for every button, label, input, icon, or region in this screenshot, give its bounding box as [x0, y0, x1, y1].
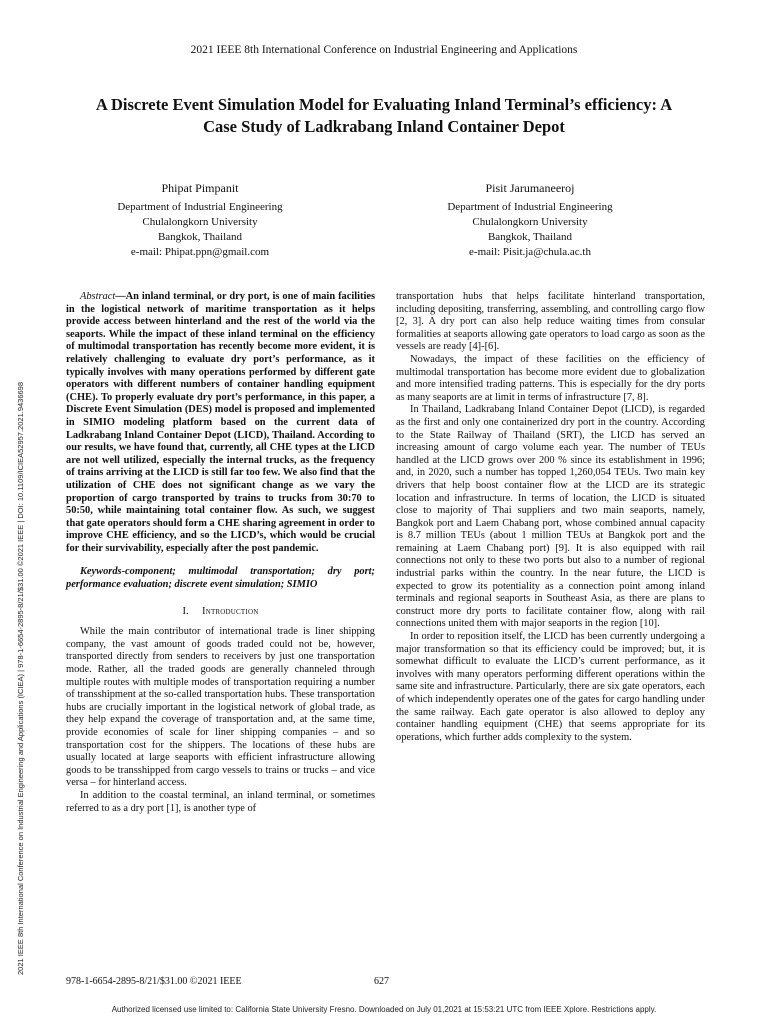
- author-block-2: [380, 181, 680, 260]
- author-name: Pisit Jarumaneeroj: [485, 181, 575, 195]
- author-block-1: [50, 181, 350, 260]
- author-email: e-mail: Phipat.ppn@gmail.com: [130, 246, 270, 258]
- section-number: I.: [182, 605, 189, 617]
- section-heading: [66, 606, 375, 619]
- author-department: Department of Industrial Engineering: [447, 201, 613, 213]
- author-department: Department of Industrial Engineering: [117, 201, 283, 213]
- paper-title-line-2: Case Study of Ladkrabang Inland Container Depot: [203, 117, 565, 136]
- author-location: Bangkok, Thailand: [487, 231, 573, 243]
- author-university: Chulalongkorn University: [472, 216, 588, 228]
- abstract-label: Abstract: [80, 291, 116, 302]
- body-paragraph: transportation hubs that helps facilitate hinterland transportation, including depositing, transferring, assembling, and controlling cargo flow [2, 3]. A dry port can also help reduce waiting times from consular formalities at seaports allowing gate operators to load cargo as soon as the vessels are ready [4]-[6].: [396, 291, 705, 353]
- abstract-text: —An inland terminal, or dry port, is one of main facilities in the logistical network of maritime transportation as it helps provide access between hinterland and the rest of the world via the seaports. While the impact of these inland terminal on the efficiency of multimodal transportation has recently become more evident, it is relatively challenging to evaluate dry port’s performance, as it typically involves with many operations performed by different gate operators with different numbers of container handling equipment (CHE). To properly evaluate dry port’s performance, in this paper, a Discrete Event Simulation (DES) model is proposed and implemented in SIMIO modeling platform based on the current data of Ladkrabang Inland Container Depot (LICD), Thailand. According to our results, we have found that, currently, all CHE types at the LICD are not well utilized, especially the internal trucks, as the frequency of trains arriving at the LICD is still far too few. We also find that the utilization of CHE does not significant change as we vary the proportion of cargo transported by trains to trucks from 30:70 to 50:50, while maintaining total container flow. As such, we suggest that gate operators should form a CHE sharing agreement in order to improve CHE efficiency, and so the LICD’s, which would be crucial for their survivability, especially after the post pandemic.: [66, 291, 375, 554]
- author-university: Chulalongkorn University: [142, 216, 258, 228]
- footer-isbn: 978-1-6654-2895-8/21/$31.00 ©2021 IEEE: [66, 976, 242, 987]
- body-paragraph: In Thailand, Ladkrabang Inland Container Depot (LICD), is regarded as the first and only one containerized dry port in the country. According to the State Railway of Thailand (SRT), the LICD has served an increasing amount of cargo volume each year. The number of TEUs handled at the LICD grows over 200 % since its establishment in 1996; and, in 2020, such a number has topped 1,260,054 TEUs. Two main key drivers that help boost container flow at the LICD are its strategic location and infrastructure. In terms of location, the LICD is situated close to majority of Thai suppliers and two main seaports, namely, Bangkok port and Laem Chabang port, whose combined annual capacity is 8.7 million TEUs (about 1 million TEUs at Bangkok port and the remaining at Laem Chabang port) [9]. It is also equipped with rail connections not only to these two ports but also to a number of regional industrial parks within the country. In the near future, the LICD is expected to grow its potentiality as a connection point among inland terminals and regional seaports in Southeast Asia, as there are plans to construct more dry ports to facilitate container flow, along with rail connections united them with major seaports in the region [10].: [396, 404, 705, 630]
- section-title: Introduction: [201, 605, 259, 617]
- license-notice: Authorized licensed use limited to: California State University Fresno. Downloaded on July 01,2021 at 15:53:21 UTC from IEEE Xplore. Restrictions apply.: [111, 1005, 657, 1014]
- page-number: 627: [374, 976, 389, 987]
- body-paragraph: Nowadays, the impact of these facilities on the efficiency of multimodal transportation has become more evident due to globalization and more intensified trading patterns. This is especially for the dry ports as many seaports are at limit in terms of infrastructure [7, 8].: [396, 353, 705, 403]
- left-column: [66, 291, 375, 815]
- right-column: [396, 291, 705, 744]
- doi-sidebar-text: 2021 IEEE 8th International Conference on Industrial Engineering and Applications (ICIEA) | 978-1-6654-2895-8/21/$31.00 ©2021 IEEE | DOI: 10.1109/ICIEA52957.2021.9436698: [16, 381, 25, 975]
- paper-title-line-1: A Discrete Event Simulation Model for Evaluating Inland Terminal’s efficiency: A: [95, 95, 673, 114]
- body-paragraph: While the main contributor of international trade is liner shipping company, the vast amount of goods traded could not be, however, transported directly from senders to receivers by just one transportation mode. Rather, all the traded goods are generally channeled through multiple routes with multiple modes of transportation requiring a number of transshipment at the so-called transportation hubs. These transportation hubs are crucially important in the logistical network of global trade, as they help expand the coverage of transportation and, at the same time, provide economies of scale for liner shipping companies – and so transportation cost for the shippers. The locations of these hubs are usually located at large seaports with efficient infrastructure allowing goods to be transshipped from cargo vessels to trains or trucks – and vice versa – for hinterland access.: [66, 626, 375, 789]
- body-paragraph: In order to reposition itself, the LICD has been currently undergoing a major transformation so that its efficiency could be improved; but, it is somewhat difficult to evaluate the LICD’s current performance, as it involves with many operators performing different operations within the same site and infrastructure. Particularly, there are six gate operators, each of which independently operates one of the gates for cargo handling under the same railway. Each gate operator is also allowed to deploy any container handling equipment (CHE) that seems appropriate for its operations, which further adds complexity to the system.: [396, 631, 705, 743]
- paper-title: [60, 94, 708, 138]
- keywords: Keywords-component; multimodal transportation; dry port; performance evaluation; discrete event simulation; SIMIO: [66, 566, 375, 591]
- author-location: Bangkok, Thailand: [157, 231, 243, 243]
- abstract: [66, 291, 375, 555]
- conference-header: 2021 IEEE 8th International Conference on Industrial Engineering and Applications: [190, 44, 578, 56]
- body-paragraph: In addition to the coastal terminal, an inland terminal, or sometimes referred to as a dry port [1], is another type of: [66, 789, 375, 814]
- doi-sidebar: [6, 200, 26, 975]
- author-email: e-mail: Pisit.ja@chula.ac.th: [469, 246, 591, 258]
- author-name: Phipat Pimpanit: [161, 181, 239, 195]
